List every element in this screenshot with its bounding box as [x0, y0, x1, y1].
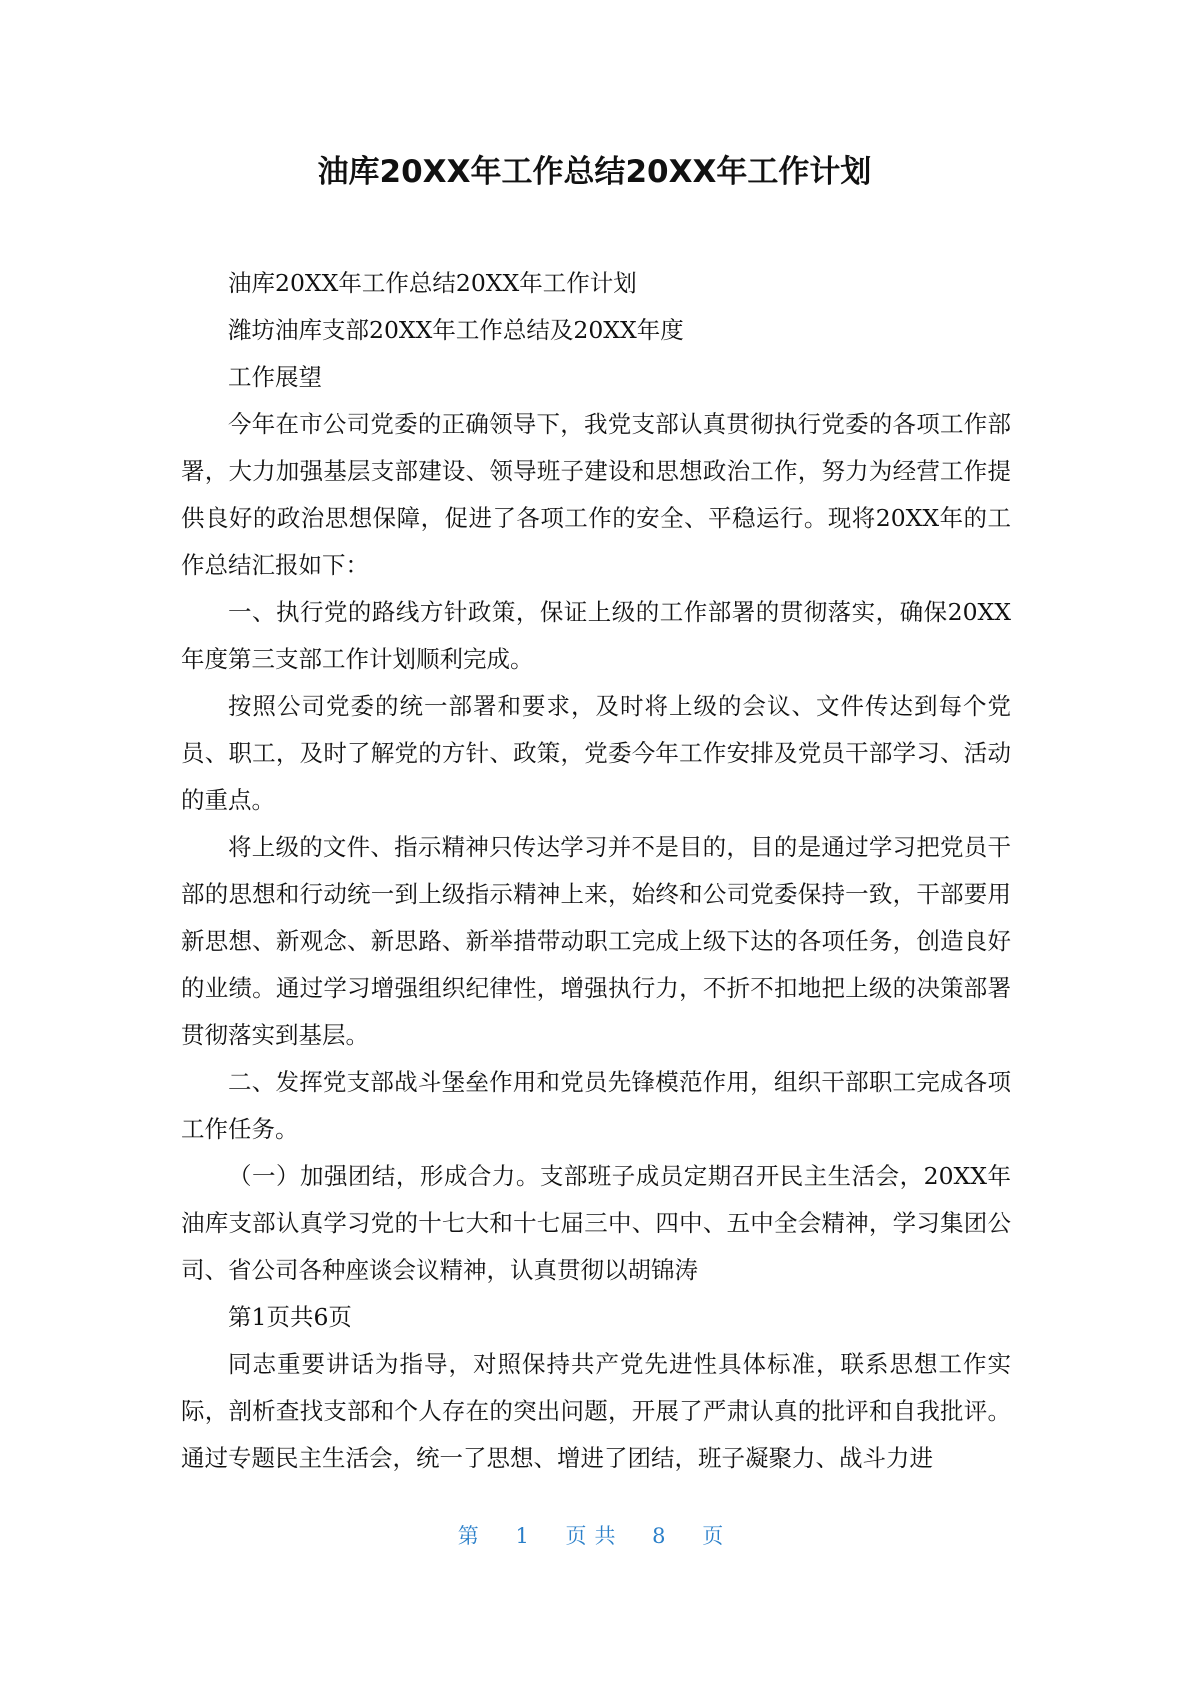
document-title: 油库20XX年工作总结20XX年工作计划: [317, 154, 872, 190]
paragraph: 同志重要讲话为指导，对照保持共产党先进性具体标准，联系思想工作实际，剖析查找支部和个人存在的突出问题，开展了严肃认真的批评和自我批评。通过专题民主生活会，统一了思想、增进了团结，班子凝聚力、战斗力进: [181, 1350, 1011, 1472]
paragraph: 按照公司党委的统一部署和要求，及时将上级的会议、文件传达到每个党员、职工，及时了解党的方针、政策，党委今年工作安排及党员干部学习、活动的重点。: [181, 692, 1011, 814]
paragraph: 潍坊油库支部20XX年工作总结及20XX年度: [228, 316, 684, 344]
paragraph: （一）加强团结，形成合力。支部班子成员定期召开民主生活会，20XX年油库支部认真学习党的十七大和十七届三中、四中、五中全会精神，学习集团公司、省公司各种座谈会议精神，认真贯彻以胡锦涛: [181, 1162, 1011, 1284]
page-footer: 第 1 页共 8 页: [457, 1524, 732, 1548]
paragraph: 油库20XX年工作总结20XX年工作计划: [228, 269, 637, 297]
document-body: [181, 260, 1011, 1482]
paragraph: 一、执行党的路线方针政策，保证上级的工作部署的贯彻落实，确保20XX年度第三支部工作计划顺利完成。: [181, 598, 1011, 673]
inline-page-marker: 第1页共6页: [228, 1303, 352, 1331]
paragraph: 今年在市公司党委的正确领导下，我党支部认真贯彻执行党委的各项工作部署，大力加强基层支部建设、领导班子建设和思想政治工作，努力为经营工作提供良好的政治思想保障，促进了各项工作的安全、平稳运行。现将20XX年的工作总结汇报如下：: [181, 410, 1011, 579]
paragraph: 二、发挥党支部战斗堡垒作用和党员先锋模范作用，组织干部职工完成各项工作任务。: [181, 1068, 1011, 1143]
paragraph: 将上级的文件、指示精神只传达学习并不是目的，目的是通过学习把党员干部的思想和行动统一到上级指示精神上来，始终和公司党委保持一致，干部要用新思想、新观念、新思路、新举措带动职工完成上级下达的各项任务，创造良好的业绩。通过学习增强组织纪律性，增强执行力，不折不扣地把上级的决策部署贯彻落实到基层。: [181, 833, 1011, 1049]
paragraph: 工作展望: [228, 363, 322, 391]
